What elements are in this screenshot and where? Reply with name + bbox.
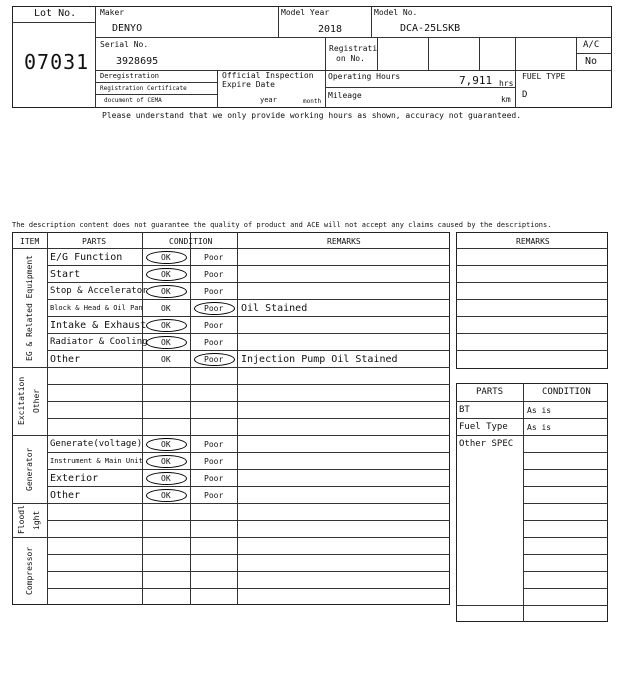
part-exterior: Exterior [50, 473, 99, 484]
registration-certificate-label: Registration Certificate [100, 85, 187, 92]
eg-row-3-selection-mark [146, 285, 187, 298]
lot-label: Lot No. [34, 8, 77, 19]
spec-part-fuel-type: Fuel Type [459, 422, 508, 432]
cond-ok: OK [161, 491, 171, 500]
eg-row-7-selection-mark [194, 353, 235, 366]
mileage-label: Mileage [328, 91, 362, 100]
model-year-value: 2018 [318, 24, 343, 35]
cond-poor: Poor [204, 287, 224, 296]
registration-label: Registrati [329, 44, 378, 53]
remarks-header: REMARKS [327, 237, 361, 246]
operating-hours-value: 7,911 [459, 74, 493, 87]
spec-condition-header: CONDITION [542, 387, 591, 397]
cond-poor: Poor [204, 270, 224, 279]
disclaimer: The description content does not guarantee the quality of product and ACE will not accept any claims caused by the descriptions. [12, 221, 552, 229]
fuel-type-value: D [522, 90, 528, 100]
serial-value: 3928695 [116, 56, 159, 67]
eg-row-1-selection-mark [146, 251, 187, 264]
item-header: ITEM [20, 237, 40, 246]
cond-ok: OK [161, 474, 171, 483]
km-unit: km [501, 95, 511, 104]
cond-ok: OK [161, 440, 171, 449]
cond-poor: Poor [204, 321, 224, 330]
ac-label: A/C [583, 40, 600, 50]
part-instrument-main-unit: Instrument & Main Unit [50, 457, 143, 465]
part-generate-voltage: Generate(voltage) [50, 439, 143, 449]
fuel-type-label: FUEL TYPE [522, 72, 566, 81]
category-eg: EG & Related Equipment [25, 255, 34, 361]
cond-ok: OK [161, 457, 171, 466]
remarks-header-right: REMARKS [516, 237, 550, 246]
eg-row-2-selection-mark [146, 268, 187, 281]
cond-ok: OK [161, 355, 171, 364]
part-intake-exhaust: Intake & Exhaust [50, 320, 147, 331]
part-block-head-oil-pan: Block & Head & Oil Pan [50, 304, 143, 312]
category-compressor: Compressor [25, 546, 34, 596]
month-label: month [303, 98, 322, 105]
generator-row-2-selection-mark [146, 455, 187, 468]
registration-label-2: on No. [336, 54, 365, 63]
hrs-unit: hrs [499, 79, 514, 88]
ac-value: No [585, 56, 598, 67]
eg-row-6-selection-mark [146, 336, 187, 349]
cema-document-label: document of CEMA [104, 97, 162, 104]
remark-block-head: Oil Stained [241, 303, 308, 314]
inspection-label-2: Expire Date [222, 80, 275, 89]
part-stop-accelerator: Stop & Accelerator [50, 286, 148, 296]
cond-ok: OK [161, 304, 171, 313]
model-no-label: Model No. [374, 8, 418, 17]
spec-condition-fuel-type: As is [527, 423, 552, 432]
deregistration-label: Deregistration [100, 72, 160, 80]
remark-other-eg: Injection Pump Oil Stained [241, 354, 398, 365]
model-year-label: Model Year [281, 8, 330, 17]
cond-poor: Poor [204, 253, 224, 262]
maker-label: Maker [100, 8, 125, 17]
model-no-value: DCA-25LSKB [400, 23, 461, 34]
year-label: year [260, 96, 277, 104]
condition-header: CONDITION [169, 237, 213, 246]
parts-header: PARTS [82, 237, 107, 246]
eg-row-5-selection-mark [146, 319, 187, 332]
spec-part-bt: BT [459, 405, 470, 415]
part-radiator-cooling: Radiator & Cooling [50, 337, 148, 347]
eg-row-4-selection-mark [194, 302, 235, 315]
part-eg-function: E/G Function [50, 252, 123, 263]
hours-notice: Please understand that we only provide working hours as shown, accuracy not guaranteed. [102, 111, 522, 120]
serial-label: Serial No. [100, 40, 149, 49]
spec-part-other-spec: Other SPEC [459, 439, 514, 449]
cond-ok: OK [161, 270, 171, 279]
cond-poor: Poor [204, 304, 224, 313]
cond-poor: Poor [204, 457, 224, 466]
generator-row-4-selection-mark [146, 489, 187, 502]
lot-number: 07031 [24, 50, 90, 74]
cond-ok: OK [161, 253, 171, 262]
spec-condition-bt: As is [527, 406, 552, 415]
inspection-label: Official Inspection [222, 71, 314, 80]
cond-poor: Poor [204, 338, 224, 347]
part-start: Start [50, 269, 81, 280]
cond-poor: Poor [204, 491, 224, 500]
generator-row-1-selection-mark [146, 438, 187, 451]
category-generator: Generator [25, 447, 34, 491]
cond-ok: OK [161, 338, 171, 347]
category-floodlight: Floodl ight [17, 505, 41, 535]
cond-ok: OK [161, 321, 171, 330]
maker-value: DENYO [112, 23, 143, 34]
cond-ok: OK [161, 287, 171, 296]
part-other-eg: Other [50, 354, 81, 365]
cond-poor: Poor [204, 440, 224, 449]
category-excitation: Excitation Other [17, 376, 41, 426]
part-other-generator: Other [50, 490, 81, 501]
operating-hours-label: Operating Hours [328, 72, 401, 81]
generator-row-3-selection-mark [146, 472, 187, 485]
cond-poor: Poor [204, 355, 224, 364]
spec-parts-header: PARTS [476, 387, 504, 397]
cond-poor: Poor [204, 474, 224, 483]
